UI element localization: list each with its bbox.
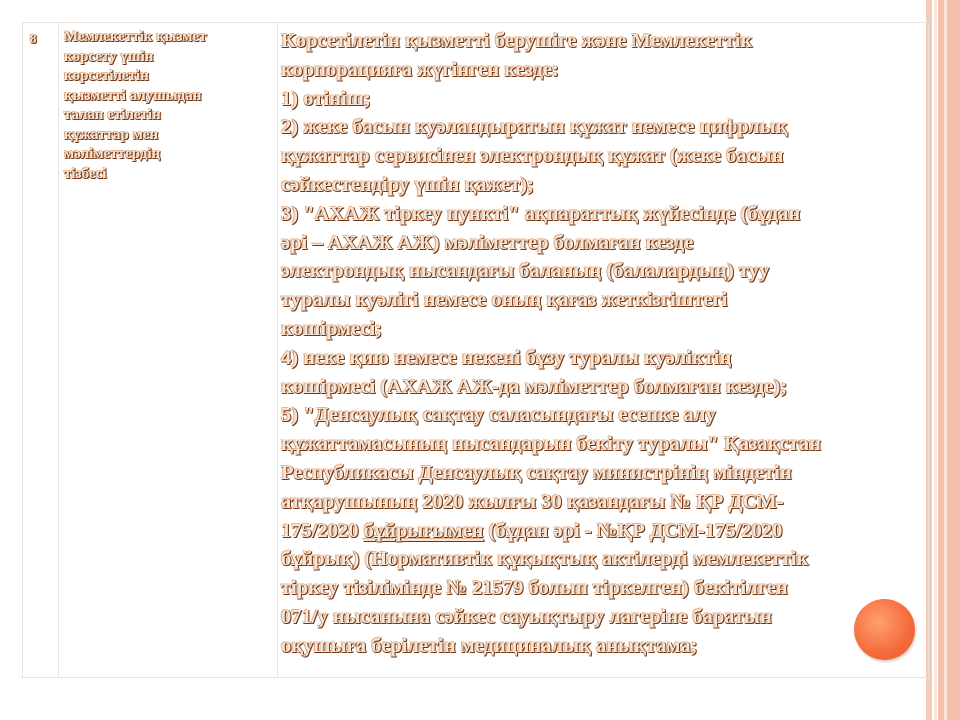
label-line: құжаттар мен: [64, 126, 159, 143]
content-line: туралы куәлігі немесе оның қағаз жеткізгіштегі: [281, 289, 728, 312]
content-line: корпорацияға жүгінген кезде:: [281, 58, 559, 81]
row-content: [278, 23, 928, 661]
content-line: оқушыға берілетін медициналық анықтама;: [281, 634, 698, 657]
label-line: тізбесі: [64, 165, 107, 182]
content-fragment: (бұдан әрі - №ҚР ДСМ-175/2020: [483, 519, 783, 542]
label-line: көрсетілетін: [64, 68, 149, 84]
content-line: тіркеу тізілімінде № 21579 болып тіркелген) бекітілген: [281, 577, 788, 600]
decorative-stripe: [944, 0, 947, 720]
content-line: Республикасы Денсаулық сақтау министрінің міндетін: [281, 461, 792, 484]
content-line: сәйкестендіру үшін қажет);: [281, 173, 534, 196]
content-line: 5) "Денсаулық сақтау саласындағы есепке алу: [281, 404, 716, 427]
content-line: әрі – АХАЖ АЖ) мәліметтер болмаған кезде: [281, 231, 694, 254]
decorative-stripe: [934, 0, 937, 720]
label-line: қызметті алушыдан: [64, 87, 202, 104]
row-number-cell: [23, 23, 59, 678]
content-line: көшірмесі (АХАЖ АЖ-да мәліметтер болмаған кезде);: [281, 375, 788, 398]
content-line-with-reference: [281, 517, 928, 546]
requirements-table: [22, 22, 929, 678]
content-line: Көрсетілетін қызметті берушіге және Мемлекеттік: [281, 30, 753, 52]
label-line: талап етілетін: [64, 107, 161, 123]
content-line: атқарушының 2020 жылғы 30 қазандағы № ҚР ДСМ-: [281, 490, 784, 513]
content-fragment: 175/2020: [281, 519, 364, 542]
row-content-cell: [278, 23, 929, 678]
decorative-circle: [854, 599, 915, 660]
label-line: Мемлекеттік қызмет: [64, 29, 207, 45]
label-line: көрсету үшін: [64, 48, 154, 65]
order-reference-link[interactable]: бұйрығымен: [363, 519, 484, 542]
content-line: 3) "АХАЖ тіркеу пункті" ақпараттық жүйесінде (бұдан: [281, 202, 801, 225]
content-line: құжаттамасының нысандарын бекіту туралы" Қазақстан: [281, 433, 821, 456]
content-line: 1) өтініш;: [281, 87, 371, 110]
content-line: 071/у нысанына сәйкес сауықтыру лагеріне баратын: [281, 605, 772, 628]
content-line: 2) жеке басын куәландыратын құжат немесе цифрлық: [281, 116, 788, 139]
row-number: 8: [30, 31, 37, 46]
decorative-stripe: [938, 0, 960, 720]
label-line: мәліметтердің: [64, 146, 161, 162]
content-line: бұйрық) (Нормативтік құқықтық актілерді мемлекеттік: [281, 548, 809, 571]
row-label: [59, 23, 277, 184]
content-line: көшірмесі;: [281, 317, 383, 340]
table-row: [23, 23, 929, 678]
content-line: 4) неке қию немесе некені бұзу туралы куәліктің: [281, 346, 732, 369]
content-line: электрондық нысандағы баланың (балалардың) туу: [281, 260, 770, 283]
row-label-cell: [59, 23, 278, 678]
content-line: құжаттар сервисінен электрондық құжат (жеке басын: [281, 145, 784, 168]
